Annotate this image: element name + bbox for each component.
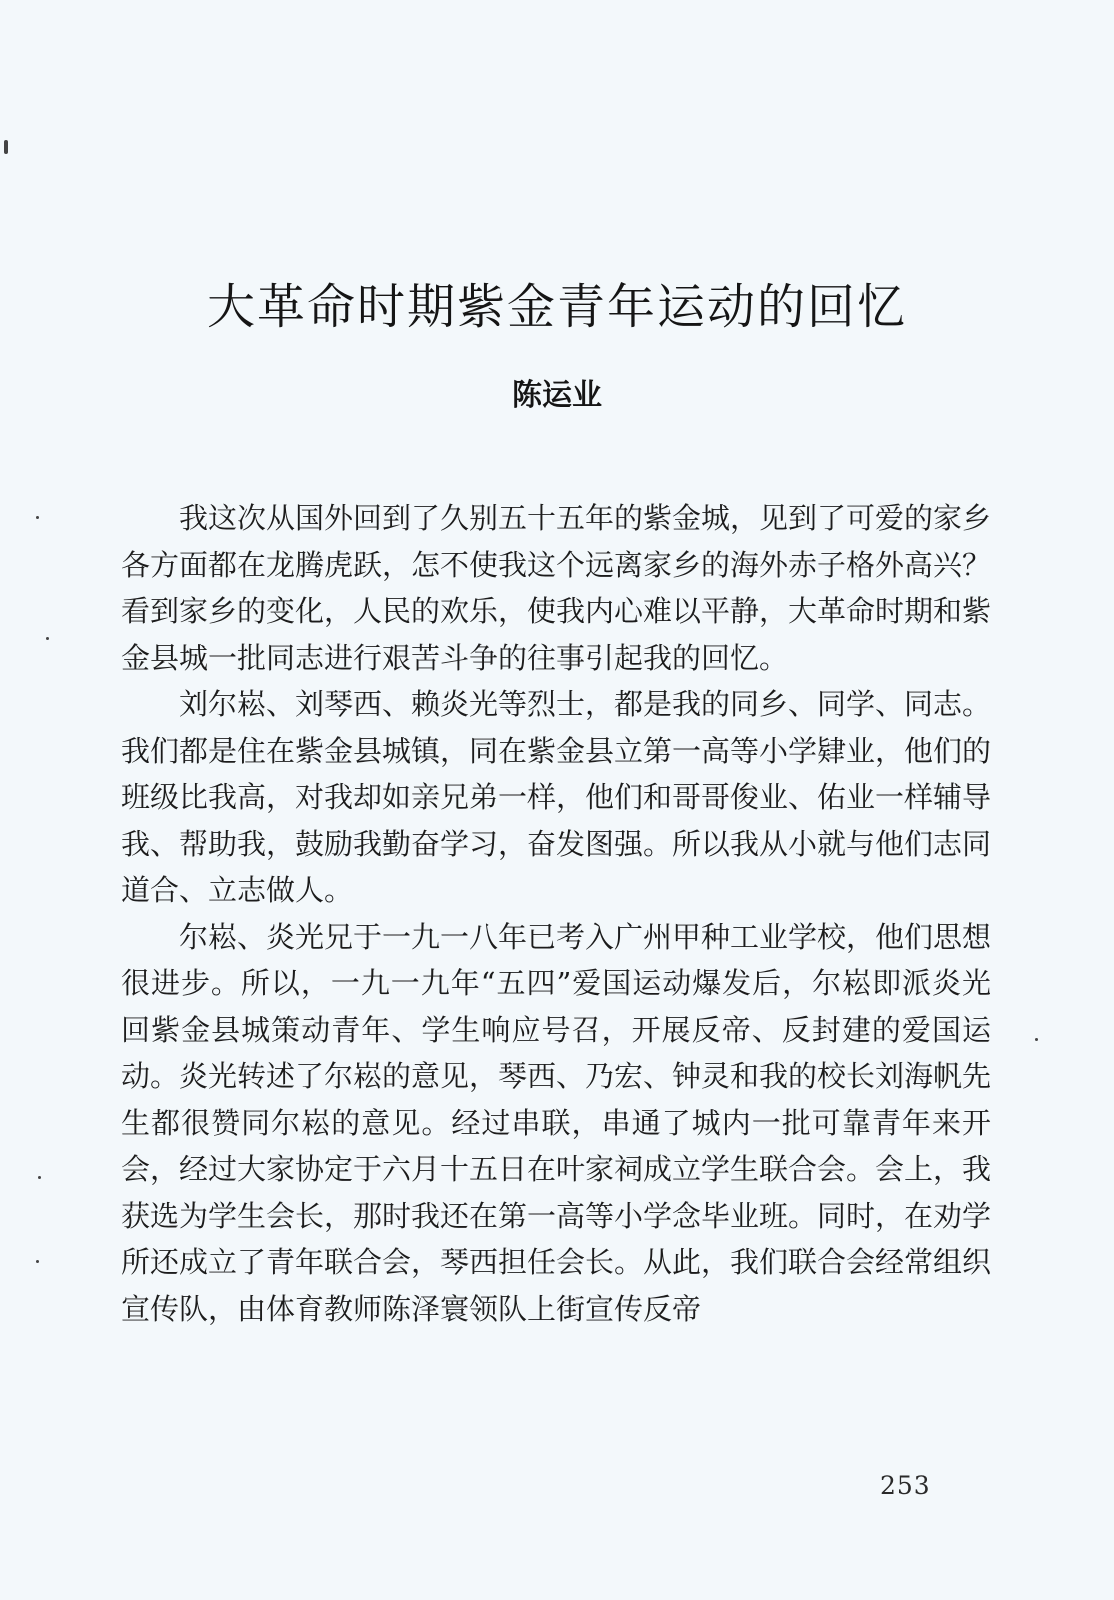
paragraph: 我这次从国外回到了久别五十五年的紫金城，见到了可爱的家乡各方面都在龙腾虎跃，怎不使我这个远离家乡的海外赤子格外高兴？看到家乡的变化，人民的欢乐，使我内心难以平静，大革命时期和紫金县城一批同志进行艰苦斗争的往事引起我的回忆。: [121, 501, 992, 675]
article-body: [121, 495, 991, 1332]
article-author: 陈运业: [512, 378, 602, 413]
scan-mark: [36, 516, 39, 519]
article-title: 大革命时期紫金青年运动的回忆: [206, 279, 907, 335]
scan-mark: [36, 1260, 39, 1263]
paragraph: 刘尔崧、刘琴西、赖炎光等烈士，都是我的同乡、同学、同志。我们都是住在紫金县城镇，同在紫金县立第一高等小学肄业，他们的班级比我高，对我却如亲兄弟一样，他们和哥哥俊业、佑业一样辅导我、帮助我，鼓励我勤奋学习，奋发图强。所以我从小就与他们志同道合、立志做人。: [121, 687, 992, 907]
scan-mark: [46, 637, 49, 640]
paragraph: 尔崧、炎光兄于一九一八年已考入广州甲种工业学校，他们思想很进步。所以，一九一九年“五四”爱国运动爆发后，尔崧即派炎光回紫金县城策动青年、学生响应号召，开展反帝、反封建的爱国运动。炎光转述了尔崧的意见，琴西、乃宏、钟灵和我的校长刘海帆先生都很赞同尔崧的意见。经过串联，串通了城内一批可靠青年来开会，经过大家协定于六月十五日在叶家祠成立学生联合会。会上，我获选为学生会长，那时我还在第一高等小学念毕业班。同时，在劝学所还成立了青年联合会，琴西担任会长。从此，我们联合会经常组织宣传队，由体育教师陈泽寰领队上街宣传反帝: [121, 919, 992, 1326]
page-number: 253: [880, 1471, 931, 1500]
scan-mark: [1035, 1038, 1038, 1041]
scan-mark: [38, 1176, 41, 1179]
scan-mark: [4, 140, 8, 154]
